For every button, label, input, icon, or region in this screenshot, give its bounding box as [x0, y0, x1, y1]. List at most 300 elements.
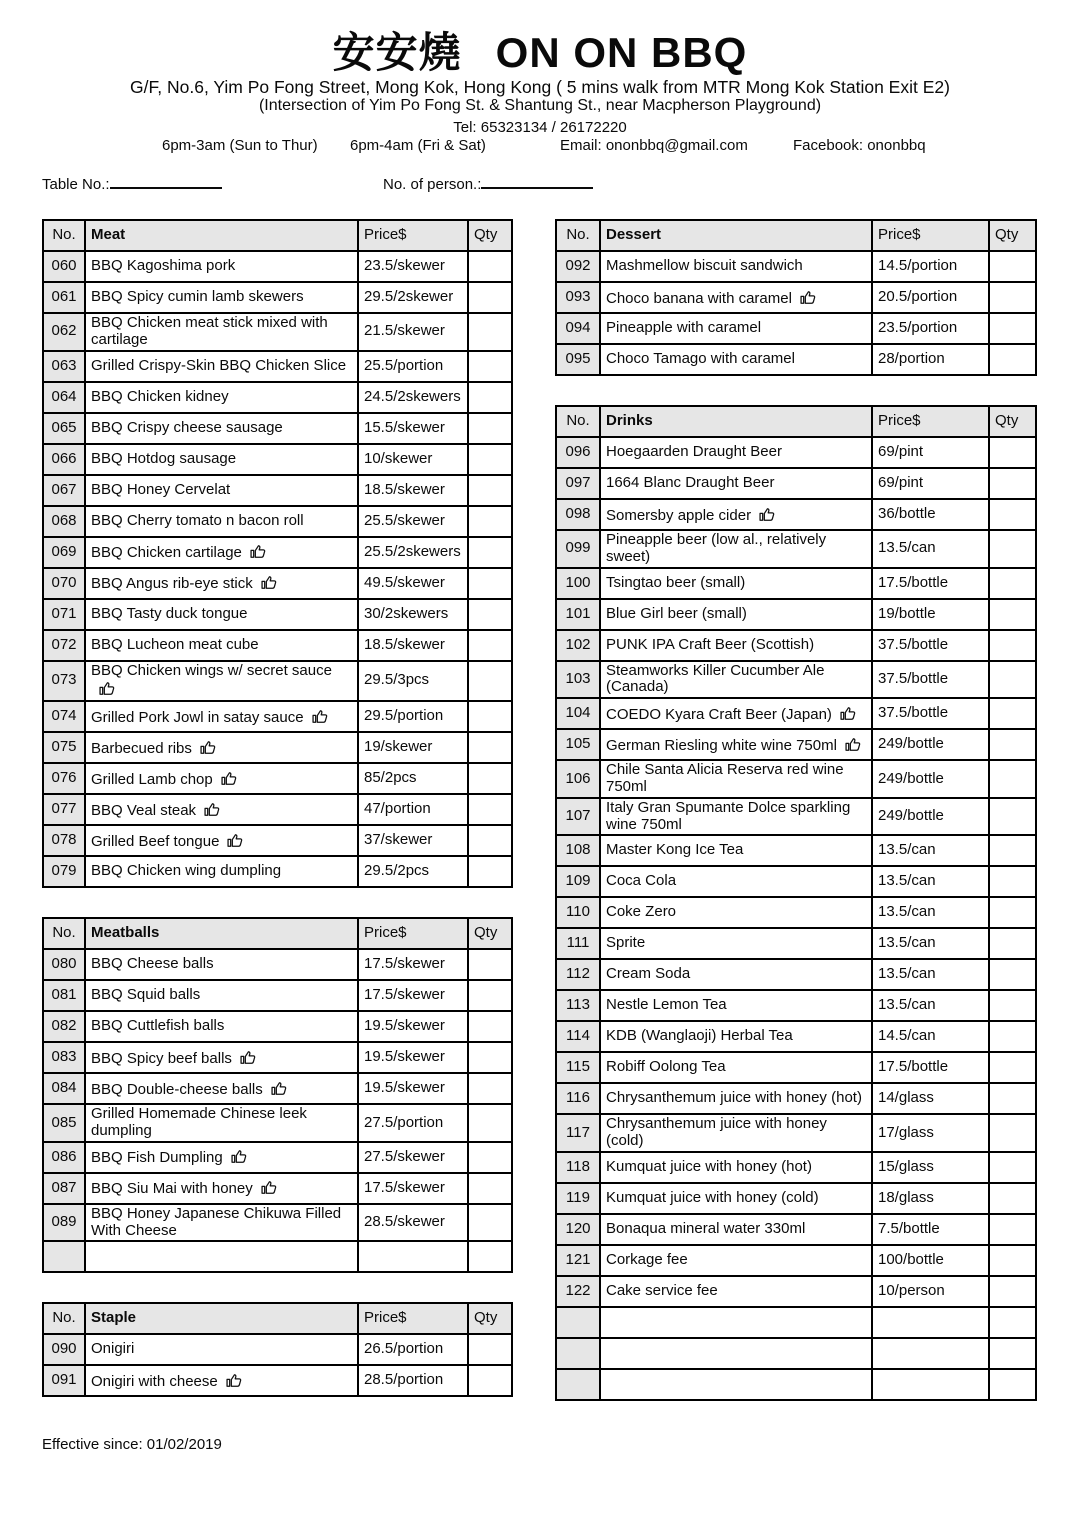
item-label: PUNK IPA Craft Beer (Scottish) [606, 635, 815, 653]
qty-cell [468, 1042, 512, 1073]
menu-item-row [556, 798, 1036, 836]
menu-item-row [43, 413, 512, 444]
qty-cell [989, 661, 1036, 699]
item-price: 21.5/skewer [358, 313, 468, 351]
menu-item-row [43, 794, 512, 825]
menu-item-row [43, 1365, 512, 1396]
item-label: Steamworks Killer Cucumber Ale (Canada) [606, 661, 825, 696]
qty-cell [989, 530, 1036, 568]
item-price: 85/2pcs [358, 763, 468, 794]
qty-cell [989, 468, 1036, 499]
menu-item-row [43, 282, 512, 313]
item-no: 061 [43, 282, 85, 313]
thumbs-up-icon [192, 740, 218, 757]
thumbs-up-icon [792, 290, 818, 307]
item-price: 23.5/portion [872, 313, 989, 344]
item-label: Onigiri with cheese [91, 1372, 218, 1390]
qty-cell [468, 661, 512, 702]
item-price: 249/bottle [872, 798, 989, 836]
person-count-label: No. of person.: [383, 176, 482, 193]
item-name [600, 866, 872, 897]
item-label: BBQ Spicy cumin lamb skewers [91, 288, 304, 306]
item-no: 064 [43, 382, 85, 413]
qty-cell [989, 698, 1036, 729]
menu-item-row [43, 1173, 512, 1204]
thumbs-up-icon [232, 1050, 258, 1067]
item-price: 249/bottle [872, 729, 989, 760]
item-price [872, 1307, 989, 1338]
drinks-table [555, 405, 1037, 1401]
item-price: 17.5/skewer [358, 980, 468, 1011]
menu-item-row [43, 506, 512, 537]
item-label: BBQ Cheese balls [91, 955, 214, 973]
qty-cell [468, 1334, 512, 1365]
item-price: 25.5/2skewers [358, 537, 468, 568]
menu-item-row [43, 856, 512, 887]
item-price: 27.5/skewer [358, 1142, 468, 1173]
item-no: 115 [556, 1052, 600, 1083]
menu-item-row [43, 251, 512, 282]
item-label: Cake service fee [606, 1282, 718, 1300]
qty-cell [468, 537, 512, 568]
price-column-header: Price$ [872, 220, 989, 251]
item-no: 117 [556, 1114, 600, 1152]
thumbs-up-icon [263, 1081, 289, 1098]
item-name [600, 1114, 872, 1152]
qty-cell [989, 1338, 1036, 1369]
qty-cell [468, 1173, 512, 1204]
qty-cell [468, 1365, 512, 1396]
table-header-row [43, 1303, 512, 1334]
item-no [556, 1307, 600, 1338]
qty-cell [989, 1276, 1036, 1307]
table-header-row [43, 918, 512, 949]
qty-cell [468, 444, 512, 475]
item-no: 120 [556, 1214, 600, 1245]
qty-cell [468, 980, 512, 1011]
thumbs-up-icon [91, 681, 117, 698]
empty-row [556, 1369, 1036, 1400]
item-label: BBQ Hotdog sausage [91, 449, 237, 467]
item-no: 100 [556, 568, 600, 599]
price-column-header: Price$ [872, 406, 989, 437]
thumbs-up-icon [242, 544, 268, 561]
menu-item-row [556, 1214, 1036, 1245]
qty-cell [468, 382, 512, 413]
item-label: BBQ Crispy cheese sausage [91, 418, 283, 436]
qty-cell [468, 1104, 512, 1142]
qty-cell [989, 1083, 1036, 1114]
no-column-header: No. [556, 406, 600, 437]
menu-item-row [43, 825, 512, 856]
qty-column-header: Qty [468, 1303, 512, 1334]
item-label: BBQ Chicken kidney [91, 387, 229, 405]
menu-item-row [556, 599, 1036, 630]
item-name [85, 1365, 358, 1396]
menu-item-row [43, 630, 512, 661]
qty-cell [468, 949, 512, 980]
item-name [85, 1073, 358, 1104]
menu-item-row [556, 282, 1036, 313]
item-price: 14.5/can [872, 1021, 989, 1052]
item-no: 093 [556, 282, 600, 313]
item-price: 19/bottle [872, 599, 989, 630]
item-name [600, 468, 872, 499]
item-name [85, 825, 358, 856]
no-column-header: No. [43, 220, 85, 251]
item-no: 090 [43, 1334, 85, 1365]
item-no: 104 [556, 698, 600, 729]
menu-item-row [556, 959, 1036, 990]
qty-column-header: Qty [989, 220, 1036, 251]
thumbs-up-icon [832, 706, 858, 723]
qty-cell [989, 729, 1036, 760]
item-price: 36/bottle [872, 499, 989, 530]
item-no: 077 [43, 794, 85, 825]
item-no: 109 [556, 866, 600, 897]
item-label: BBQ Kagoshima pork [91, 257, 236, 275]
item-no: 069 [43, 537, 85, 568]
item-price: 7.5/bottle [872, 1214, 989, 1245]
item-label: Pineapple beer (low al., relatively sweet) [606, 531, 827, 565]
qty-cell [989, 1307, 1036, 1338]
item-no: 085 [43, 1104, 85, 1142]
item-name [85, 1011, 358, 1042]
category-header: Drinks [600, 406, 872, 437]
item-label: BBQ Siu Mai with honey [91, 1180, 253, 1198]
thumbs-up-icon [218, 1373, 244, 1390]
menu-item-row [556, 928, 1036, 959]
menu-item-row [43, 1334, 512, 1365]
hours-contact-row [0, 137, 1080, 155]
qty-cell [989, 1152, 1036, 1183]
item-no: 066 [43, 444, 85, 475]
qty-column-header: Qty [989, 406, 1036, 437]
item-price: 37.5/bottle [872, 661, 989, 699]
item-label: Hoegaarden Draught Beer [606, 443, 782, 461]
category-header: Dessert [600, 220, 872, 251]
item-price: 28.5/portion [358, 1365, 468, 1396]
item-name [600, 959, 872, 990]
item-label: Nestle Lemon Tea [606, 996, 727, 1014]
thumbs-up-icon [304, 709, 330, 726]
item-no: 122 [556, 1276, 600, 1307]
price-column-header: Price$ [358, 220, 468, 251]
item-no: 078 [43, 825, 85, 856]
item-name [85, 413, 358, 444]
item-price: 13.5/can [872, 866, 989, 897]
table-no-label: Table No.: [42, 176, 110, 193]
item-label: Corkage fee [606, 1251, 688, 1269]
item-name [85, 1142, 358, 1173]
no-column-header: No. [43, 918, 85, 949]
item-price: 29.5/3pcs [358, 661, 468, 702]
qty-cell [468, 413, 512, 444]
item-name [600, 437, 872, 468]
email: Email: ononbbq@gmail.com [560, 137, 748, 154]
item-no: 092 [556, 251, 600, 282]
qty-cell [468, 282, 512, 313]
item-no: 097 [556, 468, 600, 499]
item-label: BBQ Honey Cervelat [91, 480, 231, 498]
item-price: 25.5/skewer [358, 506, 468, 537]
item-price: 37.5/bottle [872, 698, 989, 729]
item-label: BBQ Cuttlefish balls [91, 1017, 225, 1035]
restaurant-name-chinese: 安安燒 [332, 29, 462, 76]
menu-item-row [556, 437, 1036, 468]
item-price [872, 1369, 989, 1400]
item-label: Italy Gran Spumante Dolce sparkling wine 750ml [606, 798, 851, 833]
menu-item-row [556, 1021, 1036, 1052]
qty-cell [989, 1245, 1036, 1276]
item-name [600, 1307, 872, 1338]
item-name [85, 661, 358, 702]
qty-cell [468, 1011, 512, 1042]
item-name [85, 568, 358, 599]
item-no: 111 [556, 928, 600, 959]
item-price: 29.5/2pcs [358, 856, 468, 887]
item-label: BBQ Squid balls [91, 986, 201, 1004]
menu-item-row [556, 1052, 1036, 1083]
item-price: 29.5/2skewer [358, 282, 468, 313]
item-label: BBQ Double-cheese balls [91, 1080, 263, 1098]
qty-column-header: Qty [468, 918, 512, 949]
qty-cell [989, 1021, 1036, 1052]
item-name [85, 794, 358, 825]
item-name [600, 698, 872, 729]
item-no: 070 [43, 568, 85, 599]
qty-cell [989, 798, 1036, 836]
item-no: 073 [43, 661, 85, 702]
item-name [600, 599, 872, 630]
item-price: 29.5/portion [358, 701, 468, 732]
thumbs-up-icon [196, 802, 222, 819]
item-price: 19/skewer [358, 732, 468, 763]
qty-cell [989, 251, 1036, 282]
item-label: Chrysanthemum juice with honey (hot) [606, 1089, 862, 1107]
qty-cell [989, 959, 1036, 990]
menu-item-row [43, 701, 512, 732]
dessert-table [555, 219, 1037, 376]
thumbs-up-icon [223, 1149, 249, 1166]
qty-cell [468, 568, 512, 599]
thumbs-up-icon [219, 833, 245, 850]
item-price: 47/portion [358, 794, 468, 825]
menu-item-row [43, 1073, 512, 1104]
item-price: 23.5/skewer [358, 251, 468, 282]
item-no: 060 [43, 251, 85, 282]
item-no: 103 [556, 661, 600, 699]
price-column-header: Price$ [358, 1303, 468, 1334]
item-no: 081 [43, 980, 85, 1011]
qty-cell [468, 1073, 512, 1104]
qty-cell [989, 1052, 1036, 1083]
item-name [600, 1369, 872, 1400]
category-header: Meatballs [85, 918, 358, 949]
restaurant-name-english: ON ON BBQ [495, 29, 748, 76]
item-name [600, 499, 872, 530]
item-name [600, 1052, 872, 1083]
menu-item-row [556, 661, 1036, 699]
item-price: 18/glass [872, 1183, 989, 1214]
qty-cell [468, 1142, 512, 1173]
item-no: 106 [556, 760, 600, 798]
item-no: 099 [556, 530, 600, 568]
item-price [358, 1241, 468, 1272]
item-label: Grilled Pork Jowl in satay sauce [91, 708, 304, 726]
item-price: 17.5/skewer [358, 949, 468, 980]
item-name [600, 990, 872, 1021]
item-no: 113 [556, 990, 600, 1021]
item-name [85, 1042, 358, 1073]
item-label: BBQ Fish Dumpling [91, 1149, 223, 1167]
item-label: BBQ Chicken wings w/ secret sauce [91, 661, 332, 679]
item-name [85, 630, 358, 661]
qty-cell [989, 1114, 1036, 1152]
item-label: German Riesling white wine 750ml [606, 736, 837, 754]
item-label: BBQ Angus rib-eye stick [91, 575, 253, 593]
item-price: 28/portion [872, 344, 989, 375]
item-label: Mashmellow biscuit sandwich [606, 257, 803, 275]
item-name [600, 282, 872, 313]
menu-item-row [43, 599, 512, 630]
item-label: KDB (Wanglaoji) Herbal Tea [606, 1027, 793, 1045]
item-price: 14.5/portion [872, 251, 989, 282]
item-no: 072 [43, 630, 85, 661]
item-price: 26.5/portion [358, 1334, 468, 1365]
table-no-blank [110, 174, 222, 189]
menu-item-row [556, 1183, 1036, 1214]
item-no [43, 1241, 85, 1272]
menu-item-row [43, 980, 512, 1011]
menu-item-row [43, 1142, 512, 1173]
item-label: BBQ Lucheon meat cube [91, 635, 259, 653]
menu-item-row [556, 630, 1036, 661]
item-name [85, 282, 358, 313]
item-label: Blue Girl beer (small) [606, 604, 747, 622]
item-price: 15/glass [872, 1152, 989, 1183]
item-price: 249/bottle [872, 760, 989, 798]
item-label: Kumquat juice with honey (cold) [606, 1189, 819, 1207]
qty-cell [468, 351, 512, 382]
item-name [85, 1104, 358, 1142]
item-label: Barbecued ribs [91, 739, 192, 757]
qty-column-header: Qty [468, 220, 512, 251]
item-label: Choco banana with caramel [606, 289, 792, 307]
item-name [600, 1338, 872, 1369]
item-name [85, 701, 358, 732]
item-name [600, 760, 872, 798]
menu-item-row [556, 698, 1036, 729]
item-no: 084 [43, 1073, 85, 1104]
item-name [600, 897, 872, 928]
item-name [600, 1276, 872, 1307]
item-label: COEDO Kyara Craft Beer (Japan) [606, 705, 832, 723]
qty-cell [468, 825, 512, 856]
item-no: 107 [556, 798, 600, 836]
right-menu-column [555, 219, 1037, 1430]
item-name [85, 599, 358, 630]
item-price: 17.5/bottle [872, 568, 989, 599]
qty-cell [989, 599, 1036, 630]
left-menu-column [42, 219, 513, 1426]
qty-cell [468, 856, 512, 887]
item-name [600, 1152, 872, 1183]
item-price: 100/bottle [872, 1245, 989, 1276]
item-name [85, 313, 358, 351]
item-label: Master Kong Ice Tea [606, 841, 744, 859]
item-name [600, 1021, 872, 1052]
item-name [85, 856, 358, 887]
item-price: 24.5/2skewers [358, 382, 468, 413]
address-line-2: (Intersection of Yim Po Fong St. & Shantung St., near Macpherson Playground) [258, 97, 822, 114]
item-name [85, 1173, 358, 1204]
qty-cell [468, 506, 512, 537]
qty-cell [989, 928, 1036, 959]
item-label: Chile Santa Alicia Reserva red wine 750ml [606, 761, 844, 795]
item-price: 17.5/bottle [872, 1052, 989, 1083]
menu-item-row [556, 760, 1036, 798]
item-name [600, 568, 872, 599]
meatballs-table [42, 917, 513, 1273]
item-label: Choco Tamago with caramel [606, 350, 795, 368]
menu-item-row [556, 468, 1036, 499]
item-price: 13.5/can [872, 897, 989, 928]
table-header-row [556, 406, 1036, 437]
thumbs-up-icon [213, 771, 239, 788]
menu-item-row [43, 444, 512, 475]
item-label: Coca Cola [606, 872, 677, 890]
thumbs-up-icon [253, 1180, 279, 1197]
item-name [600, 1214, 872, 1245]
item-price: 13.5/can [872, 835, 989, 866]
qty-cell [989, 313, 1036, 344]
item-price: 18.5/skewer [358, 630, 468, 661]
item-no: 094 [556, 313, 600, 344]
item-price: 15.5/skewer [358, 413, 468, 444]
thumbs-up-icon [751, 507, 777, 524]
item-label: BBQ Chicken meat stick mixed with cartilage [91, 314, 328, 348]
item-price: 37.5/bottle [872, 630, 989, 661]
item-name [600, 835, 872, 866]
item-name [85, 1204, 358, 1242]
qty-cell [468, 251, 512, 282]
qty-cell [989, 282, 1036, 313]
no-column-header: No. [556, 220, 600, 251]
menu-item-row [43, 661, 512, 702]
item-label: Cream Soda [606, 965, 691, 983]
menu-item-row [43, 1104, 512, 1142]
item-price: 17.5/skewer [358, 1173, 468, 1204]
qty-cell [989, 1214, 1036, 1245]
item-no: 074 [43, 701, 85, 732]
menu-item-row [556, 1152, 1036, 1183]
menu-item-row [556, 530, 1036, 568]
qty-cell [468, 630, 512, 661]
item-name [85, 475, 358, 506]
item-name [600, 928, 872, 959]
empty-row [556, 1307, 1036, 1338]
menu-item-row [43, 537, 512, 568]
item-name [600, 530, 872, 568]
item-label: BBQ Cherry tomato n bacon roll [91, 511, 304, 529]
item-price: 69/pint [872, 468, 989, 499]
item-no: 068 [43, 506, 85, 537]
empty-row [43, 1241, 512, 1272]
item-price: 69/pint [872, 437, 989, 468]
meat-table [42, 219, 513, 888]
item-no: 105 [556, 729, 600, 760]
